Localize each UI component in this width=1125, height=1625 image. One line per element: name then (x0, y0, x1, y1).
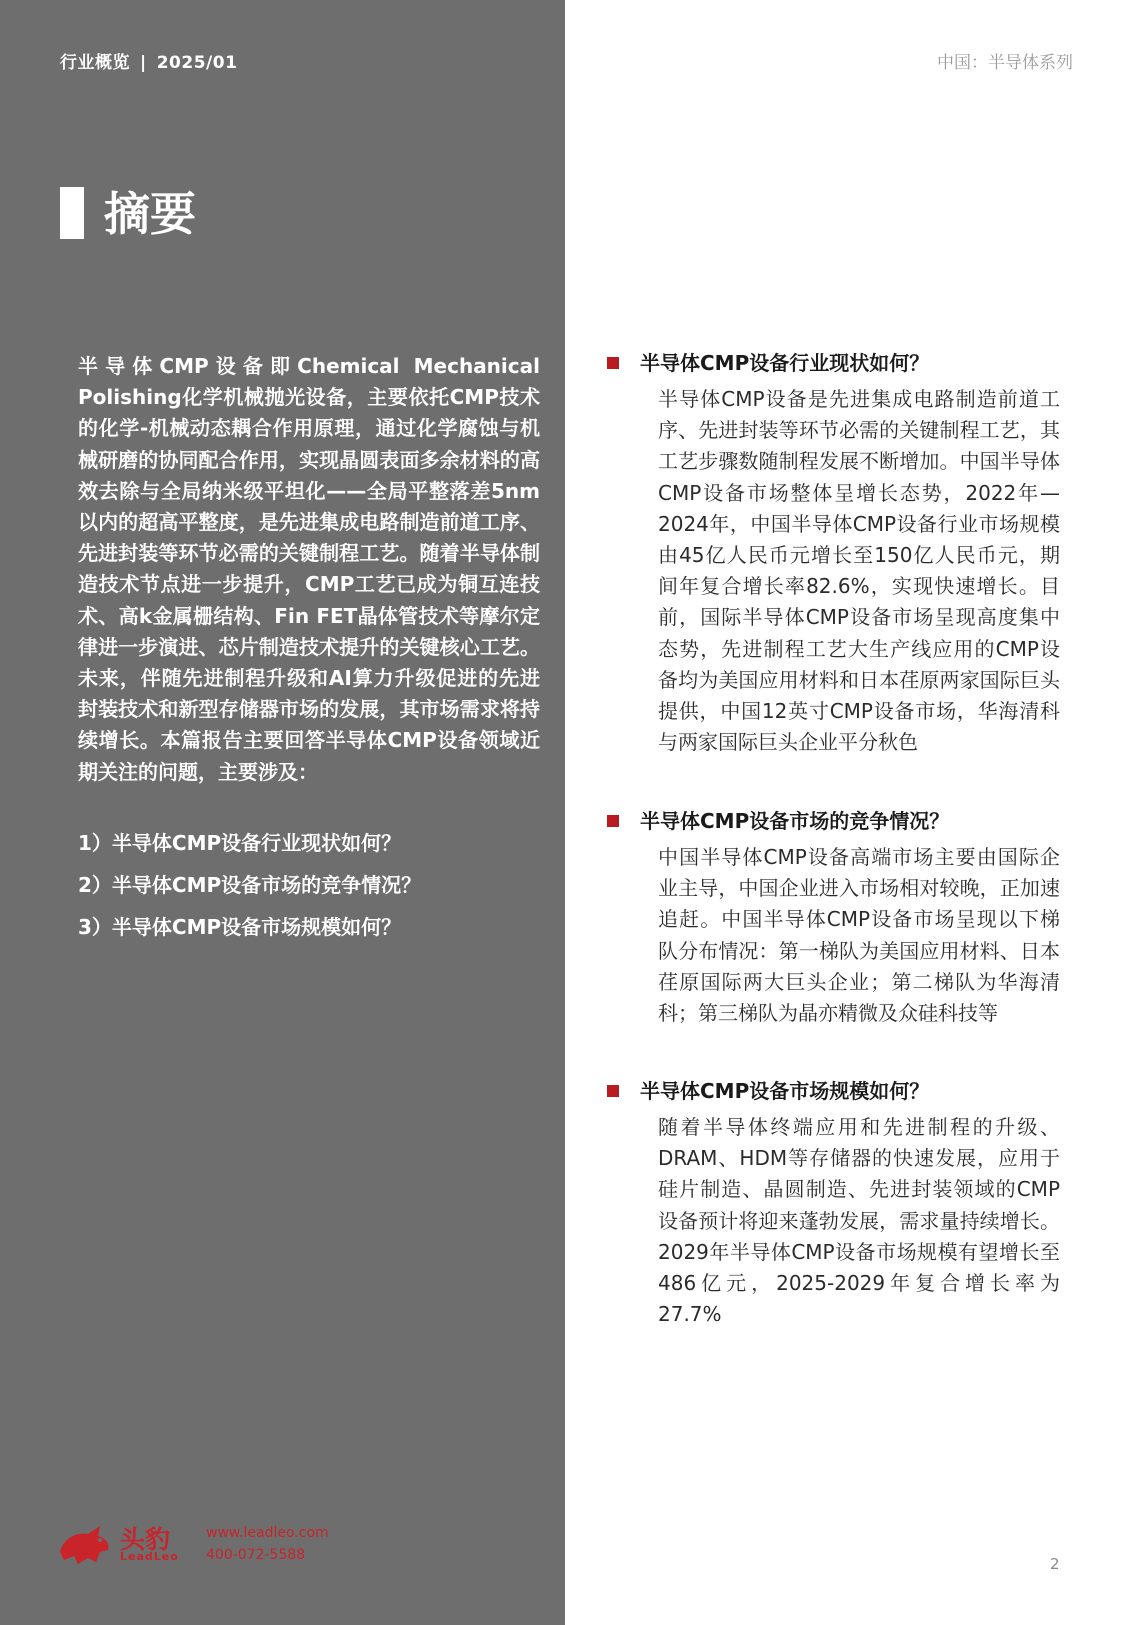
section-heading (607, 1076, 1067, 1112)
page-number: 2 (1050, 1555, 1060, 1573)
section-body: 半导体CMP设备是先进集成电路制造前道工序、先进封装等环节必需的关键制程工艺，其工艺步骤数随制程发展不断增加。中国半导体CMP设备市场整体呈增长态势，2022年—2024年，中国半导体CMP设备行业市场规模由45亿人民币元增长至150亿人民币元，期间年复合增长率82.6%，实现快速增长。目前，国际半导体CMP设备市场呈现高度集中态势，先进制程工艺大生产线应用的CMP设备均为美国应用材料和日本荏原两家国际巨头提供，中国12英寸CMP设备市场，华海清科与两家国际巨头企业平分秋色 (658, 387, 1060, 755)
question-list (78, 828, 548, 954)
page-title: 摘要 (104, 187, 196, 241)
logo-phone: 400-072-5588 (206, 1547, 306, 1563)
question-item-1: 1）半导体CMP设备行业现状如何？ (78, 831, 402, 855)
header-separator: | (140, 53, 147, 73)
section-body: 中国半导体CMP设备高端市场主要由国际企业主导，中国企业进入市场相对较晚，正加速追赶。中国半导体CMP设备市场呈现以下梯队分布情况：第一梯队为美国应用材料、日本荏原国际两大巨头企业；第二梯队为华海清科；第三梯队为晶亦精微及众硅科技等 (658, 845, 1060, 1026)
leopard-logo-icon (56, 1522, 112, 1568)
report-meta (60, 48, 237, 73)
question-item-3: 3）半导体CMP设备市场规模如何？ (78, 915, 402, 939)
question-item-2: 2）半导体CMP设备市场的竞争情况？ (78, 873, 422, 897)
section-competition (607, 806, 1067, 1029)
section-heading-text: 半导体CMP设备行业现状如何？ (640, 351, 930, 375)
section-market-size (607, 1076, 1067, 1330)
logo-text-cn: 头豹 (120, 1525, 171, 1554)
bullet-square-icon (607, 1085, 619, 1097)
section-heading (607, 348, 1067, 384)
report-series: 中国：半导体系列 (937, 53, 1073, 73)
bullet-square-icon (607, 357, 619, 369)
report-date: 2025/01 (156, 53, 238, 73)
logo-text-en: LeadLeo (120, 1550, 179, 1563)
section-heading-text: 半导体CMP设备市场规模如何？ (640, 1079, 930, 1103)
section-heading (607, 806, 1067, 842)
bullet-square-icon (607, 815, 619, 827)
section-industry-status (607, 348, 1067, 758)
section-body: 随着半导体终端应用和先进制程的升级、DRAM、HDM等存储器的快速发展，应用于硅片制造、晶圆制造、先进封装领域的CMP设备预计将迎来蓬勃发展，需求量持续增长。2029年半导体CMP设备市场规模有望增长至486亿元，2025-2029年复合增长率为27.7% (658, 1115, 1060, 1327)
title-bar-decoration (60, 187, 84, 239)
report-category: 行业概览 (60, 53, 130, 73)
logo-website: www.leadleo.com (206, 1525, 329, 1541)
section-heading-text: 半导体CMP设备市场的竞争情况？ (640, 809, 950, 833)
company-logo (56, 1520, 336, 1570)
summary-paragraph: 半导体CMP设备即Chemical Mechanical Polishing化学机械抛光设备，主要依托CMP技术的化学-机械动态耦合作用原理，通过化学腐蚀与机械研磨的协同配合作用，实现晶圆表面多余材料的高效去除与全局纳米级平坦化——全局平整落差5nm以内的超高平整度，是先进集成电路制造前道工序、先进封装等环节必需的关键制程工艺。随着半导体制造技术节点进一步提升，CMP工艺已成为铜互连技术、高k金属栅结构、Fin FET晶体管技术等摩尔定律进一步演进、芯片制造技术提升的关键核心工艺。未来，伴随先进制程升级和AI算力升级促进的先进封装技术和新型存储器市场的发展，其市场需求将持续增长。本篇报告主要回答半导体CMP设备领域近期关注的问题，主要涉及： (78, 354, 540, 784)
